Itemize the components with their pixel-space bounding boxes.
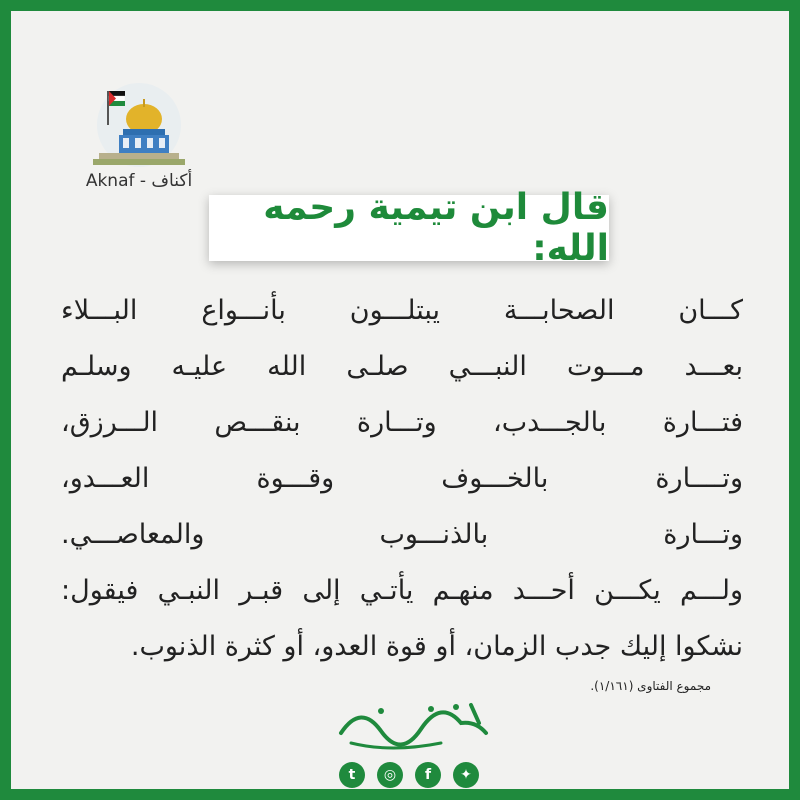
quote-line: نشكوا إليك جدب الزمان، أو قوة العدو، أو كثرة الذنوب. [130, 631, 743, 662]
title-box [209, 187, 609, 269]
quote-line: فتـــارة بالجـــدب، وتـــارة بنقـــص الـــرزق، [61, 407, 743, 438]
quote-line: كـــان الصحابـــة يبتلـــون بأنـــواع البـــلاء [61, 295, 743, 326]
page-title: قال ابن تيمية رحمه الله: [263, 187, 609, 269]
post-frame [11, 11, 789, 789]
quote-line: بعـــد مـــوت النبـــي صلـى الله عليـه وسلـم [61, 351, 743, 382]
social-links [339, 761, 479, 789]
telegram-icon[interactable]: t [339, 762, 365, 788]
quote-line: ولـــم يكـــن أحـــد منهـم يأتـي إلى قبـر النبـي فيقول: [61, 575, 743, 606]
twitter-icon[interactable]: ✦ [453, 762, 479, 788]
quote-line: وتــــارة بالخـــوف وقـــوة العـــدو، [61, 463, 743, 494]
quote-body [61, 283, 743, 675]
signature-logo-icon [321, 693, 501, 757]
quote-line: وتـــارة بالذنـــوب والمعاصـــي. [61, 519, 743, 550]
whatsapp-icon[interactable]: ◎ [377, 762, 403, 788]
citation: مجموع الفتاوى (١/١٦١). [590, 679, 711, 693]
aqsa-dome-logo-icon [89, 81, 189, 169]
brand-name: Aknaf - أكناف [85, 171, 193, 191]
facebook-icon[interactable]: f [415, 762, 441, 788]
